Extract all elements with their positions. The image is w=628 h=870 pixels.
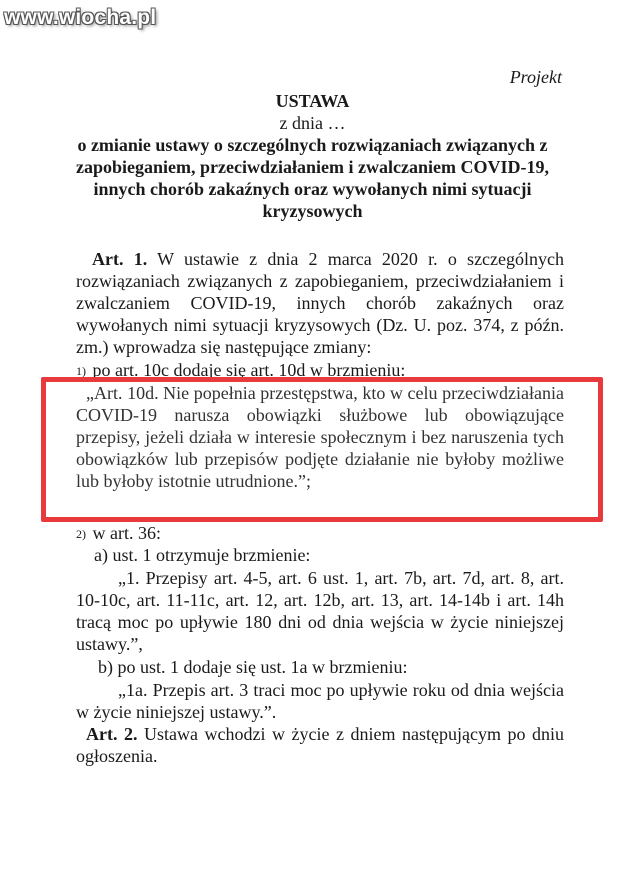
article-2 [76,723,564,767]
quote-ust-1: „1. Przepisy art. 4-5, art. 6 ust. 1, art. 7b, art. 7d, art. 8, art. 10-10c, art. 11-11c, art. 12, art. 12b, art. 13, art. 14-14b i art. 14h tracą moc po upływie 180 dni od dnia wejścia w życie niniejszej ustawy.”, [76,568,564,654]
article-1 [76,248,564,358]
document-date: z dnia … [279,113,346,133]
projekt-label: Projekt [509,67,562,87]
quote-ust-1a: „1a. Przepis art. 3 traci moc po upływie roku od dnia wejścia w życie niniejszej ustawy.”. [76,680,564,722]
document-header [60,90,565,222]
point-2-text: w art. 36: [88,523,161,543]
article-1-label: Art. 1. [92,249,148,269]
article-1-text: W ustawie z dnia 2 marca 2020 r. o szczególnych rozwiązaniach związanych z zapobieganiem, przeciwdziałaniem i zwalczaniem COVID-19, innych chorób zakaźnych oraz wywołanych nimi sytuacji kryzysowych (Dz. U. poz. 374, z późn. zm.) wprowadza się następujące zmiany: [76,249,565,357]
point-2 [76,522,564,545]
sub-point-a: a) ust. 1 otrzymuje brzmienie: [94,545,311,565]
article-2-label: Art. 2. [86,724,138,744]
point-2-number: 2) [76,527,86,541]
document-title: USTAWA [275,91,350,111]
document-subject: o zmianie ustawy o szczególnych rozwiązaniach związanych z zapobieganiem, przeciwdziałaniem i zwalczaniem COVID-19, innych chorób zakaźnych oraz wywołanych nimi sytuacji kryzysowych [76,135,549,221]
highlight-box [41,377,603,522]
sub-point-b: b) po ust. 1 dodaje się ust. 1a w brzmieniu: [98,657,408,677]
watermark-logo: www.wiocha.pl [4,6,157,29]
article-2-text: Ustawa wchodzi w życie z dniem następującym po dniu ogłoszenia. [76,724,565,766]
point-1-number: 1) [76,364,86,378]
point-1-text: po art. 10c dodaje się art. 10d w brzmieniu: [88,360,406,380]
quote-art-10d: „Art. 10d. Nie popełnia przestępstwa, kto w celu przeciwdziałania COVID-19 narusza obowiązki służbowe lub obowiązujące przepisy, jeżeli działa w interesie społecznym i bez naruszenia tych obowiązków lub przepisów podjęte działanie nie byłoby możliwe lub byłoby istotnie utrudnione.”; [76,383,564,491]
